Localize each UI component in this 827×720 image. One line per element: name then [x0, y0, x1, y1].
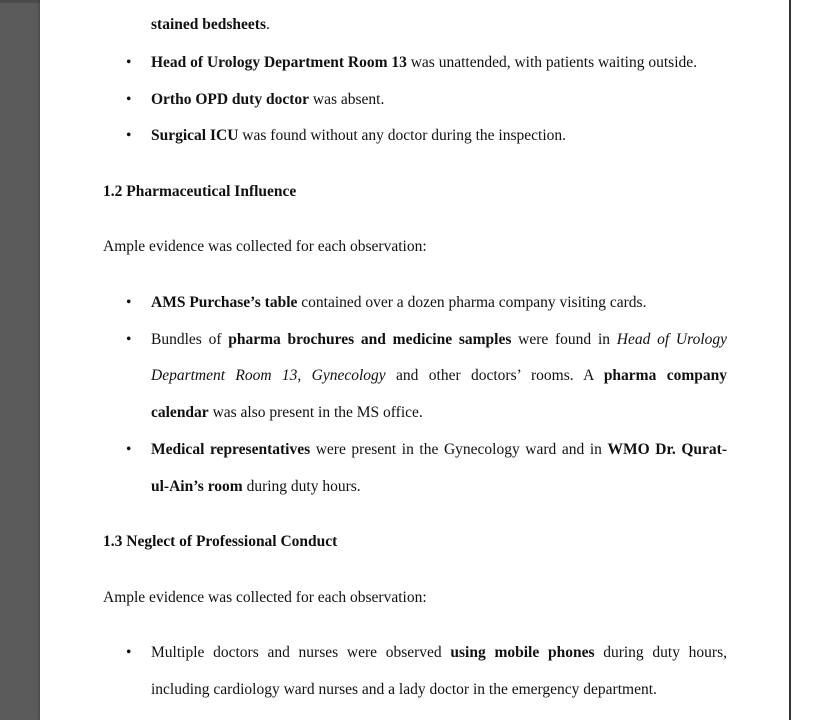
bullet-icon: •	[126, 331, 132, 348]
section-intro: Ample evidence was collected for each observation:	[103, 589, 427, 606]
list-item: Head of Urology Department Room 13 was unattended, with patients waiting outside.	[151, 54, 697, 71]
list-item-continued: ul-Ain’s room during duty hours.	[151, 478, 361, 495]
bullet-icon: •	[126, 441, 132, 458]
bullet-icon: •	[126, 54, 132, 71]
list-item-continued: calendar was also present in the MS office.	[151, 404, 423, 421]
list-item: Surgical ICU was found without any doctor during the inspection.	[151, 127, 567, 144]
bullet-icon: •	[126, 294, 132, 311]
section-heading: 1.2 Pharmaceutical Influence	[103, 183, 297, 200]
viewer-side-panel	[789, 0, 827, 720]
list-item: AMS Purchase’s table contained over a dozen pharma company visiting cards.	[151, 294, 647, 311]
bullet-icon: •	[126, 91, 132, 108]
bullet-icon: •	[126, 127, 132, 144]
bullet-icon: •	[126, 644, 132, 661]
list-item: Medical representatives were present in the Gynecology ward and in WMO Dr. Qurat-	[151, 441, 728, 458]
list-item: Multiple doctors and nurses were observed using mobile phones during duty hours,	[151, 644, 727, 661]
section-heading: 1.3 Neglect of Professional Conduct	[103, 533, 338, 550]
list-item-continued: including cardiology ward nurses and a lady doctor in the emergency department.	[151, 681, 657, 698]
list-item-continued: Department Room 13, Gynecology and other doctors’ rooms. A pharma company	[151, 367, 727, 384]
list-item: Ortho OPD duty doctor was absent.	[151, 91, 385, 108]
list-item: Bundles of pharma brochures and medicine samples were found in Head of Urology	[151, 331, 728, 348]
list-item: stained bedsheets.	[151, 16, 270, 33]
section-intro: Ample evidence was collected for each observation:	[103, 238, 427, 255]
